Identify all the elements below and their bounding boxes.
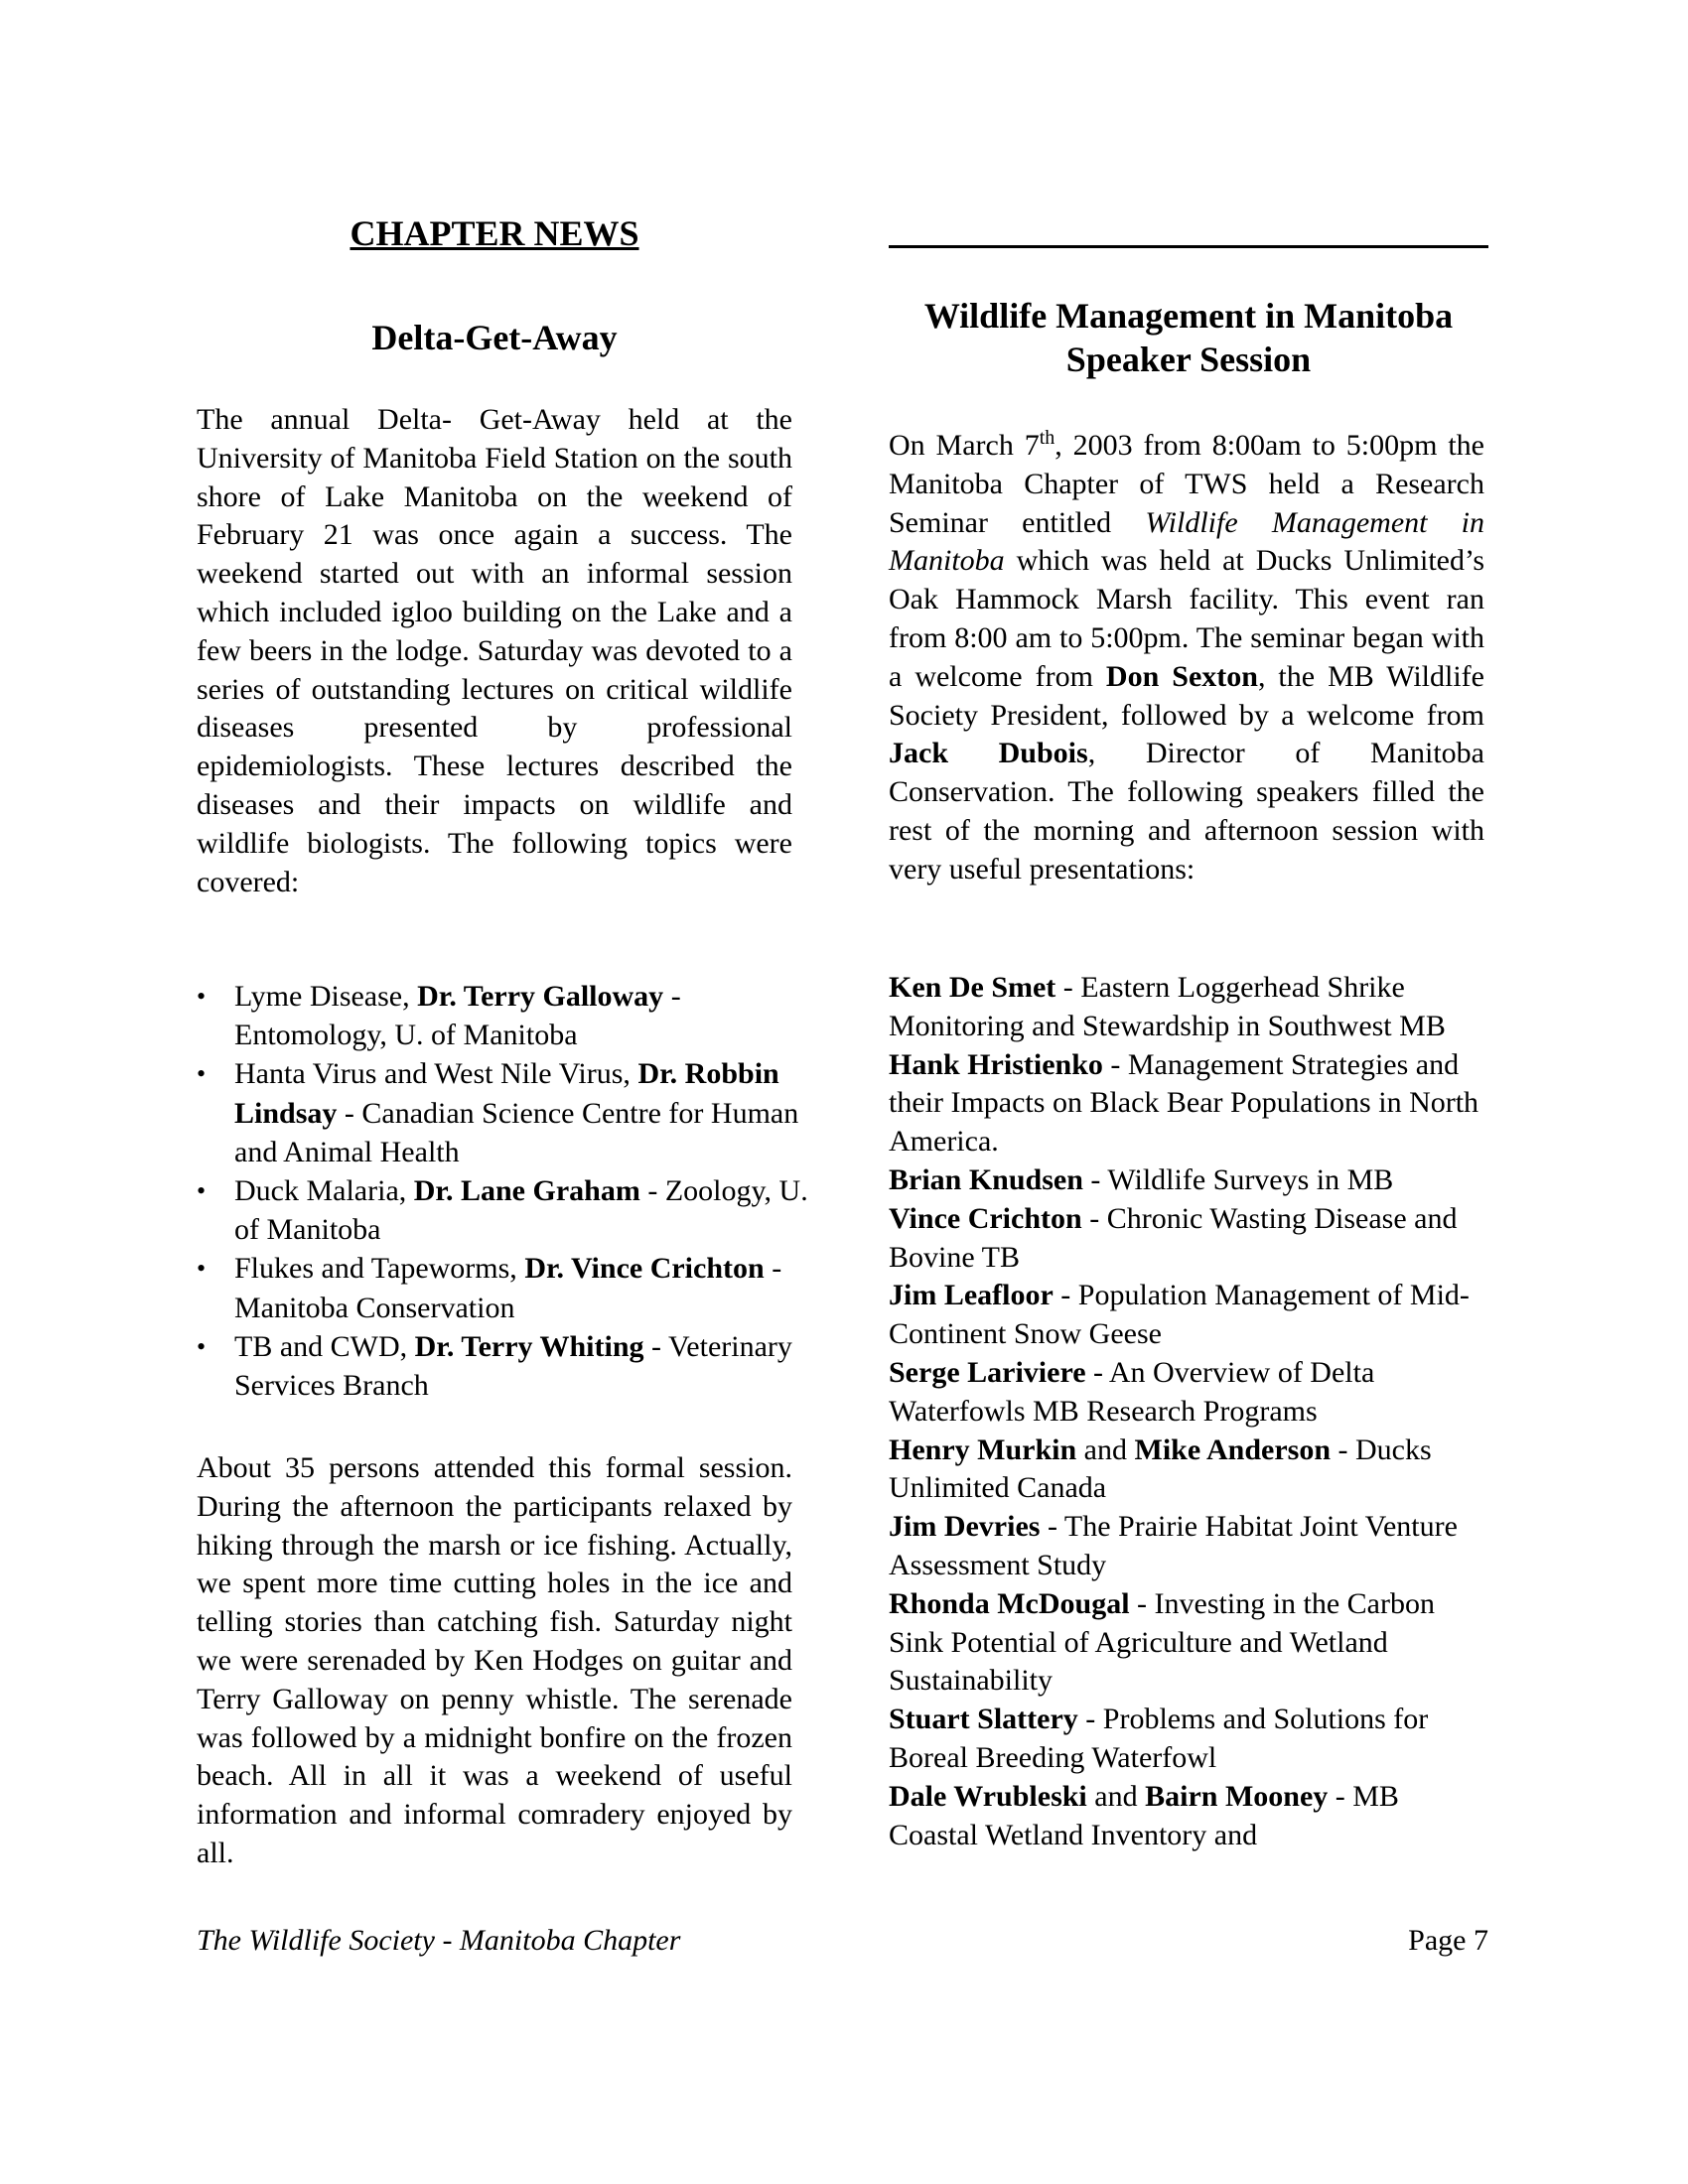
delta-closing-paragraph: About 35 persons attended this formal session. During the afternoon the participants relaxed by hiking through the marsh or ice fishing. Actually, we spent more time cutting holes in the ice and telling stories than catching fish. Saturday night we were serenaded by Ken Hodges on guitar and Terry Galloway on penny whistle. The serenade was followed by a midnight bonfire on the frozen beach. All in all it was a weekend of useful information and informal comradery enjoyed by all. (197, 1451, 792, 1869)
article-heading-speaker-session: Wildlife Management in Manitoba Speaker Session (923, 296, 1454, 379)
list-item: Ken De Smet - Eastern Loggerhead Shrike Monitoring and Stewardship in Southwest MB (889, 971, 1446, 1042)
speakers-list (889, 969, 1488, 1854)
list-item: • Duck Malaria, Dr. Lane Graham - Zoology, U. of Manitoba (234, 1171, 830, 1249)
list-item: • Lyme Disease, Dr. Terry Galloway - Entomology, U. of Manitoba (234, 977, 830, 1054)
footer-publication: The Wildlife Society - Manitoba Chapter (197, 1924, 681, 1957)
list-item: Vince Crichton - Chronic Wasting Disease and Bovine TB (889, 1201, 1458, 1274)
article-heading-delta: Delta-Get-Away (371, 318, 618, 357)
list-item: Jim Leafloor - Population Management of Mid-Continent Snow Geese (889, 1279, 1470, 1351)
list-item: Jim Devries - The Prairie Habitat Joint Venture Assessment Study (889, 1510, 1458, 1581)
list-item: Rhonda McDougal - Investing in the Carbon Sink Potential of Agriculture and Wetland Sustainability (889, 1586, 1435, 1698)
list-item: • TB and CWD, Dr. Terry Whiting - Veterinary Services Branch (234, 1327, 830, 1405)
list-item: • Flukes and Tapeworms, Dr. Vince Crichton - Manitoba Conservation (234, 1249, 830, 1326)
footer-page-number: Page 7 (1408, 1924, 1488, 1957)
list-item: • Hanta Virus and West Nile Virus, Dr. Robbin Lindsay - Canadian Science Centre for Human and Animal Health (234, 1054, 830, 1171)
list-item: Henry Murkin and Mike Anderson - Ducks Unlimited Canada (889, 1433, 1432, 1505)
list-item: Serge Lariviere - An Overview of Delta Waterfowls MB Research Programs (889, 1355, 1375, 1428)
delta-intro-paragraph: The annual Delta- Get-Away held at the University of Manitoba Field Station on the south shore of Lake Manitoba on the weekend of February 21 was once again a success. The weekend started out with an informal session which included igloo building on the Lake and a few beers in the lodge. Saturday was devoted to a series of outstanding lectures on critical wildlife diseases presented by professional epidemiologists. These lectures described the diseases and their impacts on wildlife and wildlife biologists. The following topics were covered: (197, 403, 792, 898)
list-item: Hank Hristienko - Management Strategies and their Impacts on Black Bear Populations in North America. (889, 1047, 1479, 1159)
chapter-title: CHAPTER NEWS (350, 213, 639, 253)
list-item: Brian Knudsen - Wildlife Surveys in MB (889, 1162, 1394, 1196)
list-item: Dale Wrubleski and Bairn Mooney - MB Coastal Wetland Inventory and (889, 1779, 1399, 1851)
list-item: Stuart Slattery - Problems and Solutions for Boreal Breeding Waterfowl (889, 1703, 1429, 1774)
seminar-intro-paragraph: On March 7th, 2003 from 8:00am to 5:00pm the Manitoba Chapter of TWS held a Research Seminar entitled Wildlife Management in Manitoba which was held at Ducks Unlimited’s Oak Hammock Marsh facility. This event ran from 8:00 am to 5:00pm. The seminar began with a welcome from Don Sexton, the MB Wildlife Society President, followed by a welcome from Jack Dubois, Director of Manitoba Conservation. The following speakers filled the rest of the morning and afternoon session with very useful presentations: (889, 427, 1485, 886)
divider (889, 245, 1488, 248)
topics-list (197, 977, 830, 1405)
